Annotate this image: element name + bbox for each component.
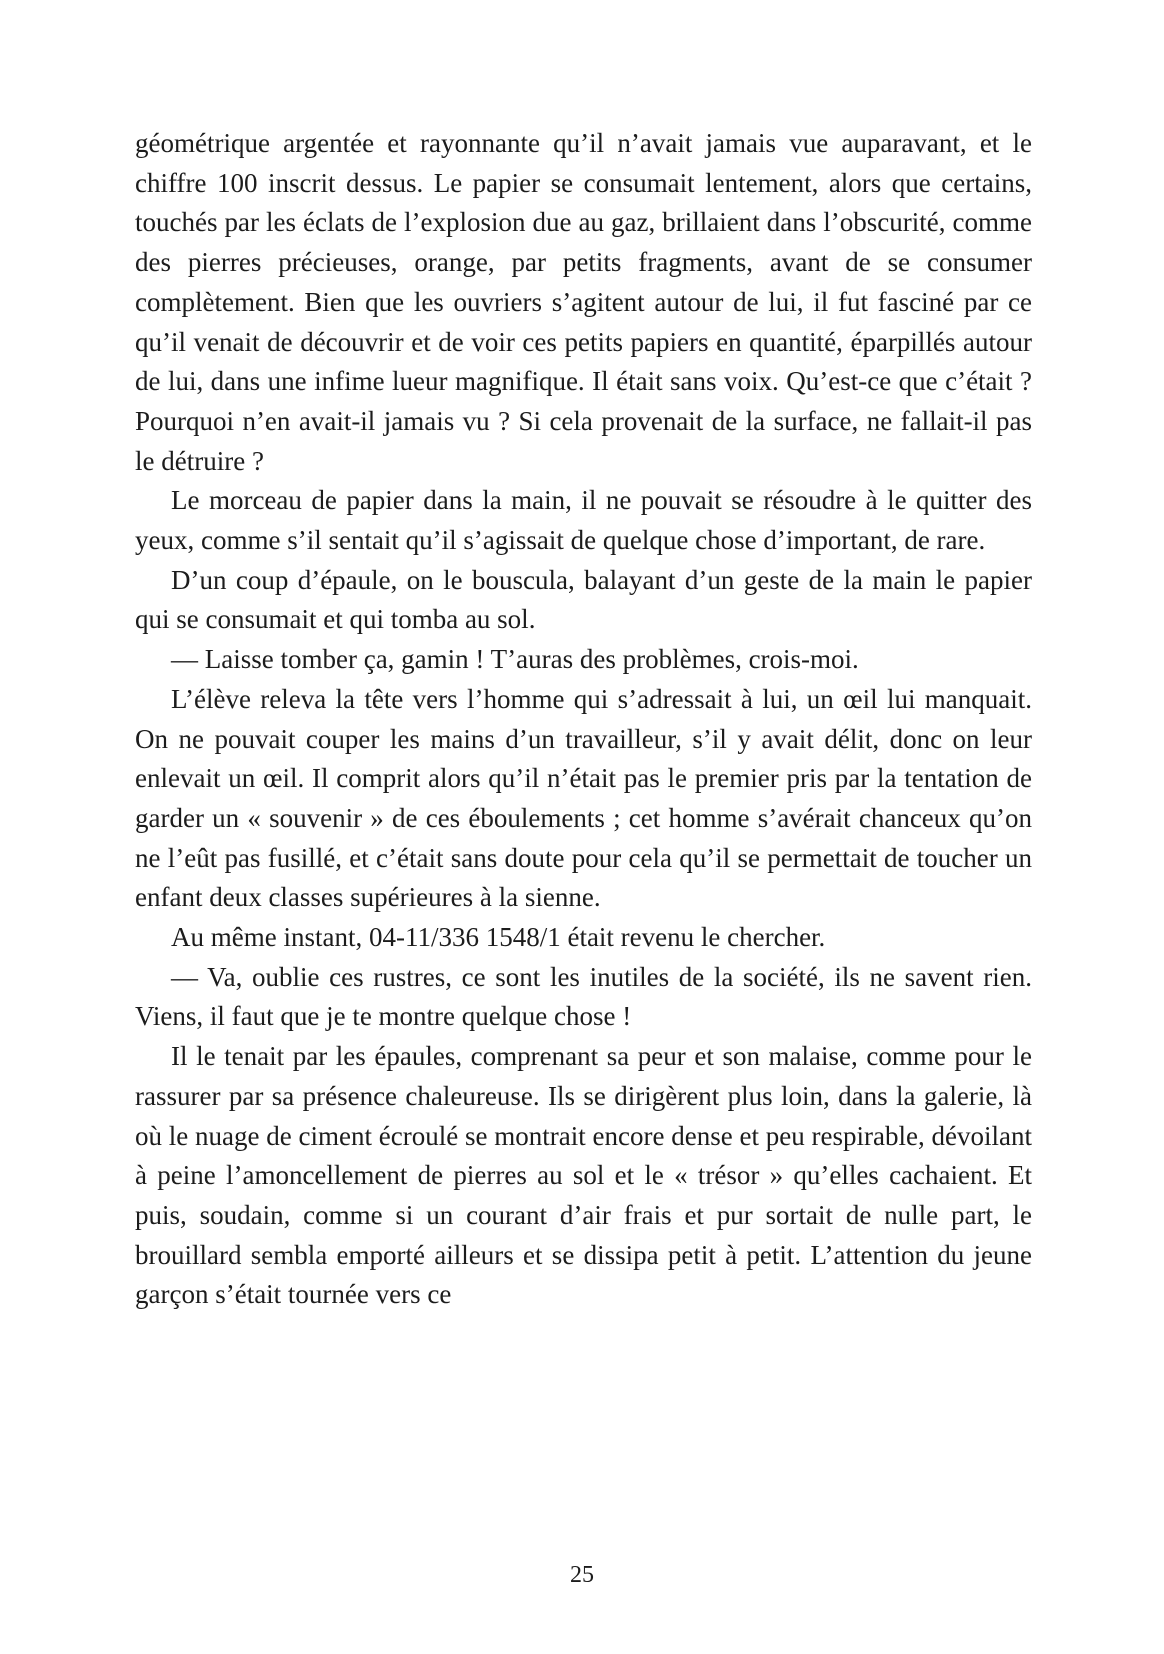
paragraph: Au même instant, 04-11/336 1548/1 était revenu le chercher. [171,922,826,953]
body-text [135,124,1032,1315]
paragraph: Il le tenait par les épaules, comprenant sa peur et son malaise, comme pour le rassurer par sa présence chaleureuse. Ils se dirigèrent plus loin, dans la galerie, là où le nuage de ciment écroulé se montrait encore dense et peu respirable, dévoilant à peine l’amoncellement de pierres au sol et le « trésor » qu’elles cachaient. Et puis, soudain, comme si un courant d’air frais et pur sortait de nulle part, le brouillard sembla emporté ailleurs et se dissipa petit à petit. L’attention du jeune garçon s’était tournée vers ce [135,1041,1032,1310]
dialogue-line: — Va, oublie ces rustres, ce sont les inutiles de la société, ils ne savent rien. Viens, il faut que je te montre quelque chose ! [135,961,1032,1032]
paragraph: Le morceau de papier dans la main, il ne pouvait se résoudre à le quitter des yeux, comme s’il sentait qu’il s’agissait de quelque chose d’important, de rare. [135,485,1032,556]
dialogue-line: — Laisse tomber ça, gamin ! T’auras des problèmes, crois-moi. [171,644,859,675]
paragraph: L’élève releva la tête vers l’homme qui s’adressait à lui, un œil lui manquait. On ne pouvait couper les mains d’un travailleur, s’il y avait délit, donc on leur enlevait un œil. Il comprit alors qu’il n’était pas le premier pris par la tentation de garder un « souvenir » de ces éboulements ; cet homme s’avérait chanceux qu’on ne l’eût pas fusillé, et c’était sans doute pour cela qu’il se permettait de toucher un enfant deux classes supérieures à la sienne. [135,683,1032,913]
paragraph-continued: géométrique argentée et rayonnante qu’il n’avait jamais vue auparavant, et le chiffre 100 inscrit dessus. Le papier se consumait lentement, alors que certains, touchés par les éclats de l’explosion due au gaz, brillaient dans l’obscurité, comme des pierres précieuses, orange, par petits fragments, avant de se consumer complètement. Bien que les ouvriers s’agitent autour de lui, il fut fasciné par ce qu’il venait de découvrir et de voir ces petits papiers en quantité, éparpillés autour de lui, dans une infime lueur magnifique. Il était sans voix. Qu’est-ce que c’était ? Pourquoi n’en avait-il jamais vu ? Si cela provenait de la surface, ne fallait-il pas le détruire ? [135,128,1032,476]
page-number: 25 [570,1562,594,1588]
paragraph: D’un coup d’épaule, on le bouscula, balayant d’un geste de la main le papier qui se consumait et qui tomba au sol. [135,564,1032,635]
